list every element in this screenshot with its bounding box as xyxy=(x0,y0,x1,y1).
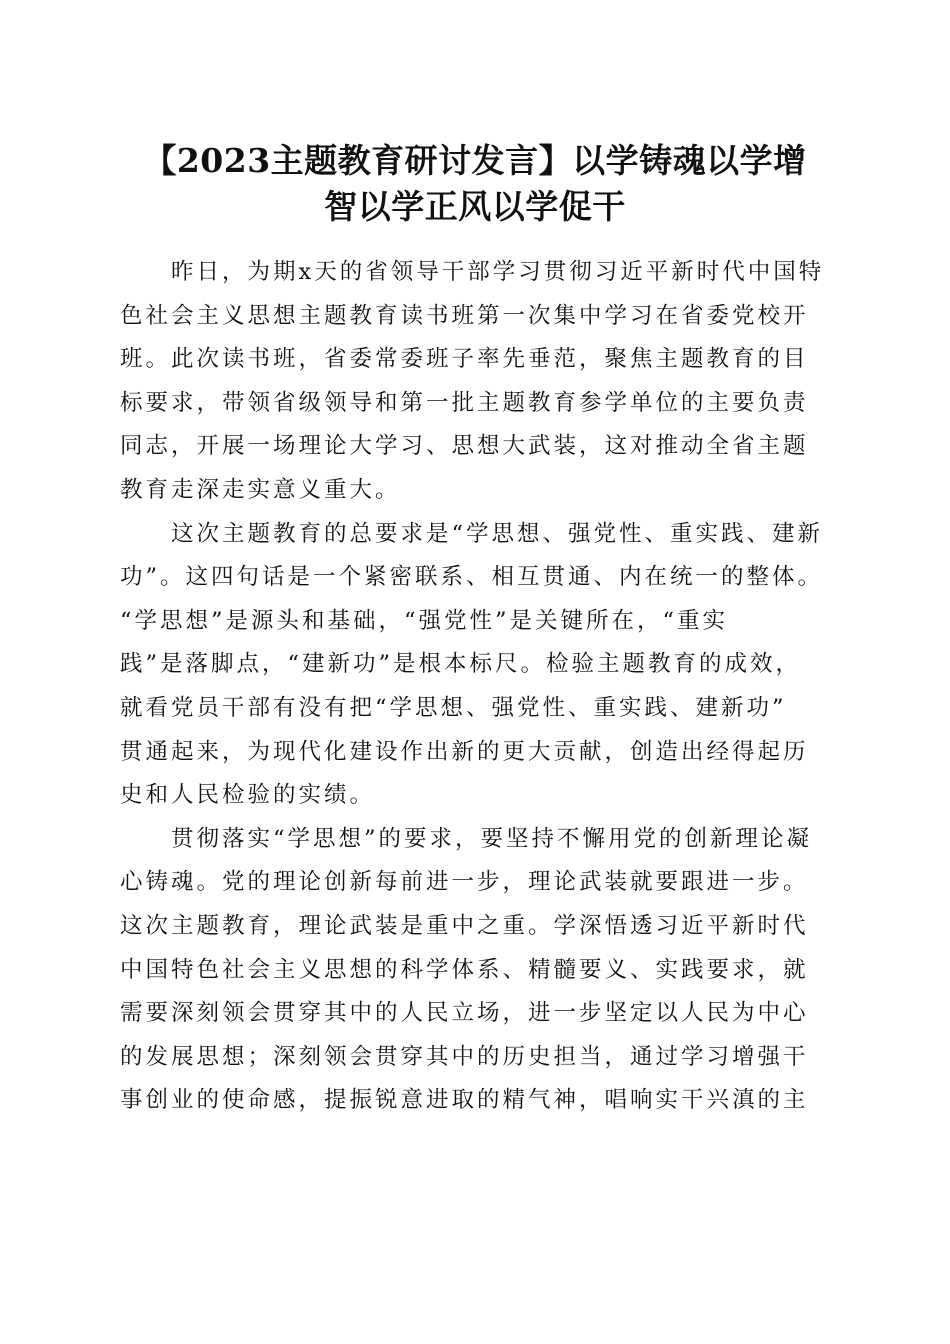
paragraph-1 xyxy=(120,251,835,513)
paragraph-line: 标要求，带领省级领导和第一批主题教育参学单位的主要负责 xyxy=(120,389,809,416)
paragraph-line: 史和人民检验的实绩。 xyxy=(120,782,376,809)
paragraph-line: 的发展思想；深刻领会贯穿其中的历史担当，通过学习增强干 xyxy=(120,1043,809,1070)
paragraph-2 xyxy=(120,513,835,818)
paragraph-line: 功”。这四句话是一个紧密联系、相互贯通、内在统一的整体。 xyxy=(120,564,824,591)
title-line: 【2023主题教育研讨发言】以学铸魂以学增 xyxy=(143,141,807,180)
paragraph-line: 践”是落脚点，“建新功”是根本标尺。检验主题教育的成效， xyxy=(120,651,802,678)
paragraph-line: 昨日，为期x天的省领导干部学习贯彻习近平新时代中国特 xyxy=(120,259,825,285)
document-title xyxy=(120,138,830,230)
paragraph-line: “学思想”是源头和基础，“强党性”是关键所在，“重实 xyxy=(120,607,729,634)
paragraph-line: 心铸魂。党的理论创新每前进一步，理论武装就要跟进一步。 xyxy=(120,869,809,896)
paragraph-line: 事创业的使命感，提振锐意进取的精气神，唱响实干兴滇的主 xyxy=(120,1087,809,1114)
paragraph-line: 同志，开展一场理论大学习、思想大武装，这对推动全省主题 xyxy=(120,433,809,460)
paragraph-line: 班。此次读书班，省委常委班子率先垂范，聚焦主题教育的目 xyxy=(120,346,809,373)
paragraph-line: 就看党员干部有没有把“学思想、强党性、重实践、建新功” xyxy=(120,694,787,721)
paragraph-3 xyxy=(120,818,835,1123)
paragraph-line: 色社会主义思想主题教育读书班第一次集中学习在省委党校开 xyxy=(120,302,809,329)
paragraph-line: 需要深刻领会贯穿其中的人民立场，进一步坚定以人民为中心 xyxy=(120,1000,809,1027)
document-body xyxy=(120,251,835,1123)
paragraph-line: 这次主题教育的总要求是“学思想、强党性、重实践、建新 xyxy=(120,520,824,547)
paragraph-line: 贯通起来，为现代化建设作出新的更大贡献，创造出经得起历 xyxy=(120,738,809,765)
paragraph-line: 贯彻落实“学思想”的要求，要坚持不懈用党的创新理论凝 xyxy=(120,825,813,852)
paragraph-line: 中国特色社会主义思想的科学体系、精髓要义、实践要求，就 xyxy=(120,956,809,983)
paragraph-line: 这次主题教育，理论武装是重中之重。学深悟透习近平新时代 xyxy=(120,912,809,939)
paragraph-line: 教育走深走实意义重大。 xyxy=(120,476,401,503)
title-line: 智以学正风以学促干 xyxy=(324,187,626,226)
